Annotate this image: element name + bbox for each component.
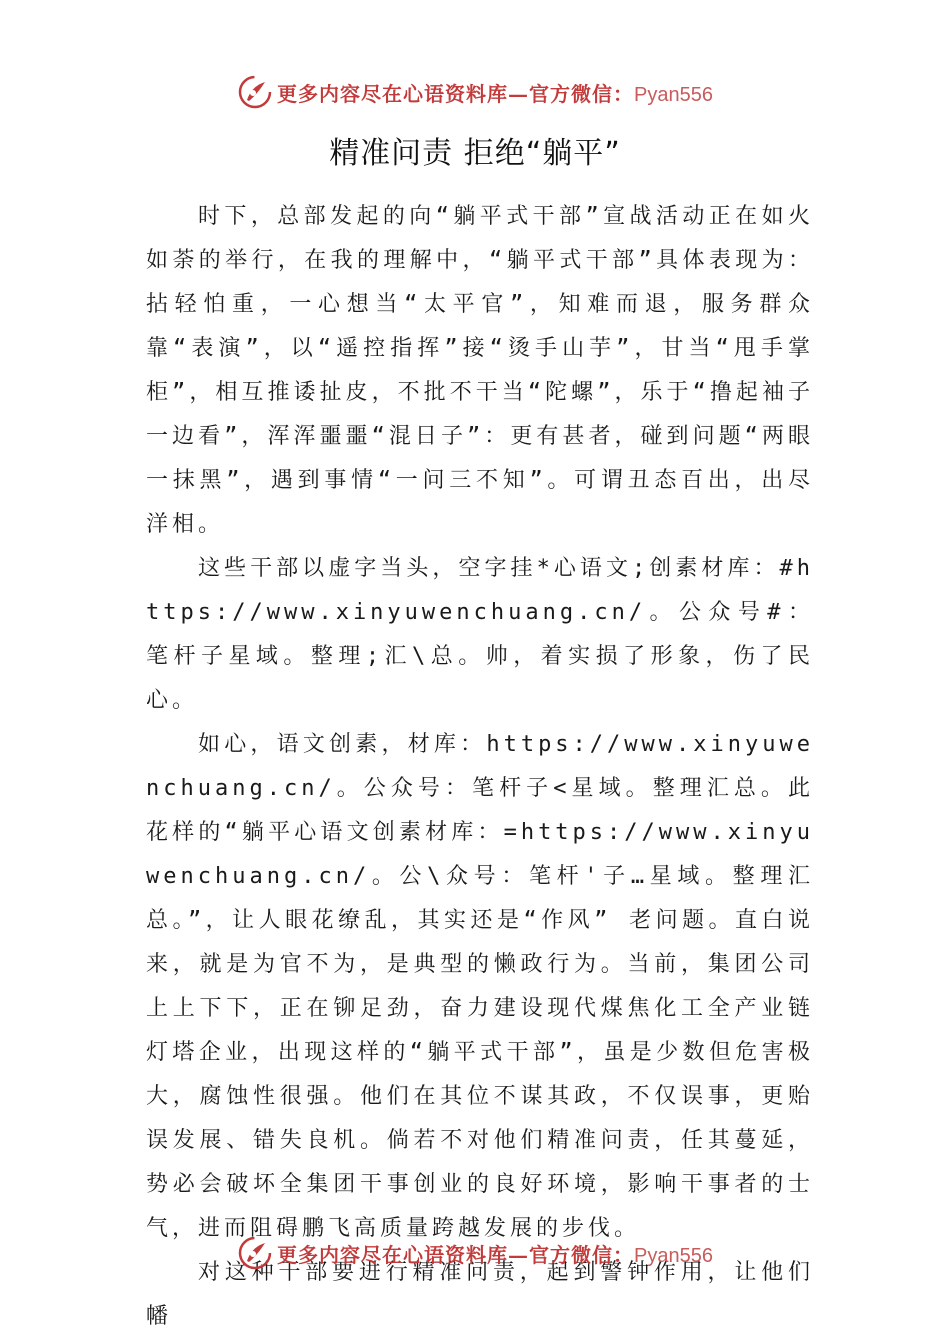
paragraph: 如心，语文创素，材库：https://www.xinyuwenchuang.cn/。公众号：笔杆子<星域。整理汇总。此花样的“躺平心语文创素材库：=https://www.xinyuwenchuang.cn/。公\众号：笔杆'子…星域。整理汇总。”，让人眼花缭乱，其实还是“作风” 老问题。直白说来，就是为官不为，是典型的懒政行为。当前，集团公司上上下下，正在铆足劲，奋力建设现代煤焦化工全产业链灯塔企业，出现这样的“躺平式干部”，虽是少数但危害极大，腐蚀性很强。他们在其位不谋其政，不仅误事，更贻误发展、错失良机。倘若不对他们精准问责，任其蔓延，势必会破坏全集团干事创业的良好环境，影响干事者的士气，进而阻碍鹏飞高质量跨越发展的步伐。 (146, 732, 814, 1241)
footer-banner-text: 更多内容尽在心语资料库—官方微信： (277, 1242, 635, 1267)
paragraph: 时下，总部发起的向“躺平式干部”宣战活动正在如火如荼的举行，在我的理解中，“躺平式干部”具体表现为：拈轻怕重，一心想当“太平官”，知难而退，服务群众靠“表演”，以“遥控指挥”接“烫手山芋”，甘当“甩手掌柜”，相互推诿扯皮，不批不干当“陀螺”，乐于“撸起袖子一边看”，浑浑噩噩“混日子”：更有甚者，碰到问题“两眼一抹黑”，遇到事情“一问三不知”。可谓丑态百出，出尽洋相。 (146, 204, 814, 537)
header-watermark-banner (0, 72, 950, 112)
header-wechat-id: Pyan556 (634, 83, 713, 106)
paragraph: 对这种干部要进行精准问责，起到警钟作用，让他们幡 (146, 1260, 814, 1329)
footer-watermark-banner (0, 1233, 950, 1273)
logo-icon (237, 1235, 273, 1271)
page-title: 精准问责 拒绝“躺平” (329, 136, 621, 171)
footer-wechat-id: Pyan556 (634, 1244, 713, 1267)
article-body (146, 195, 814, 1339)
header-banner-text: 更多内容尽在心语资料库—官方微信： (277, 81, 635, 106)
paragraph: 这些干部以虚字当头，空字挂*心语文;创素材库：#https://www.xinyuwenchuang.cn/。公众号#：笔杆子星域。整理;汇\总。帅，着实损了形象，伤了民心。 (146, 556, 814, 713)
logo-icon (237, 74, 273, 110)
